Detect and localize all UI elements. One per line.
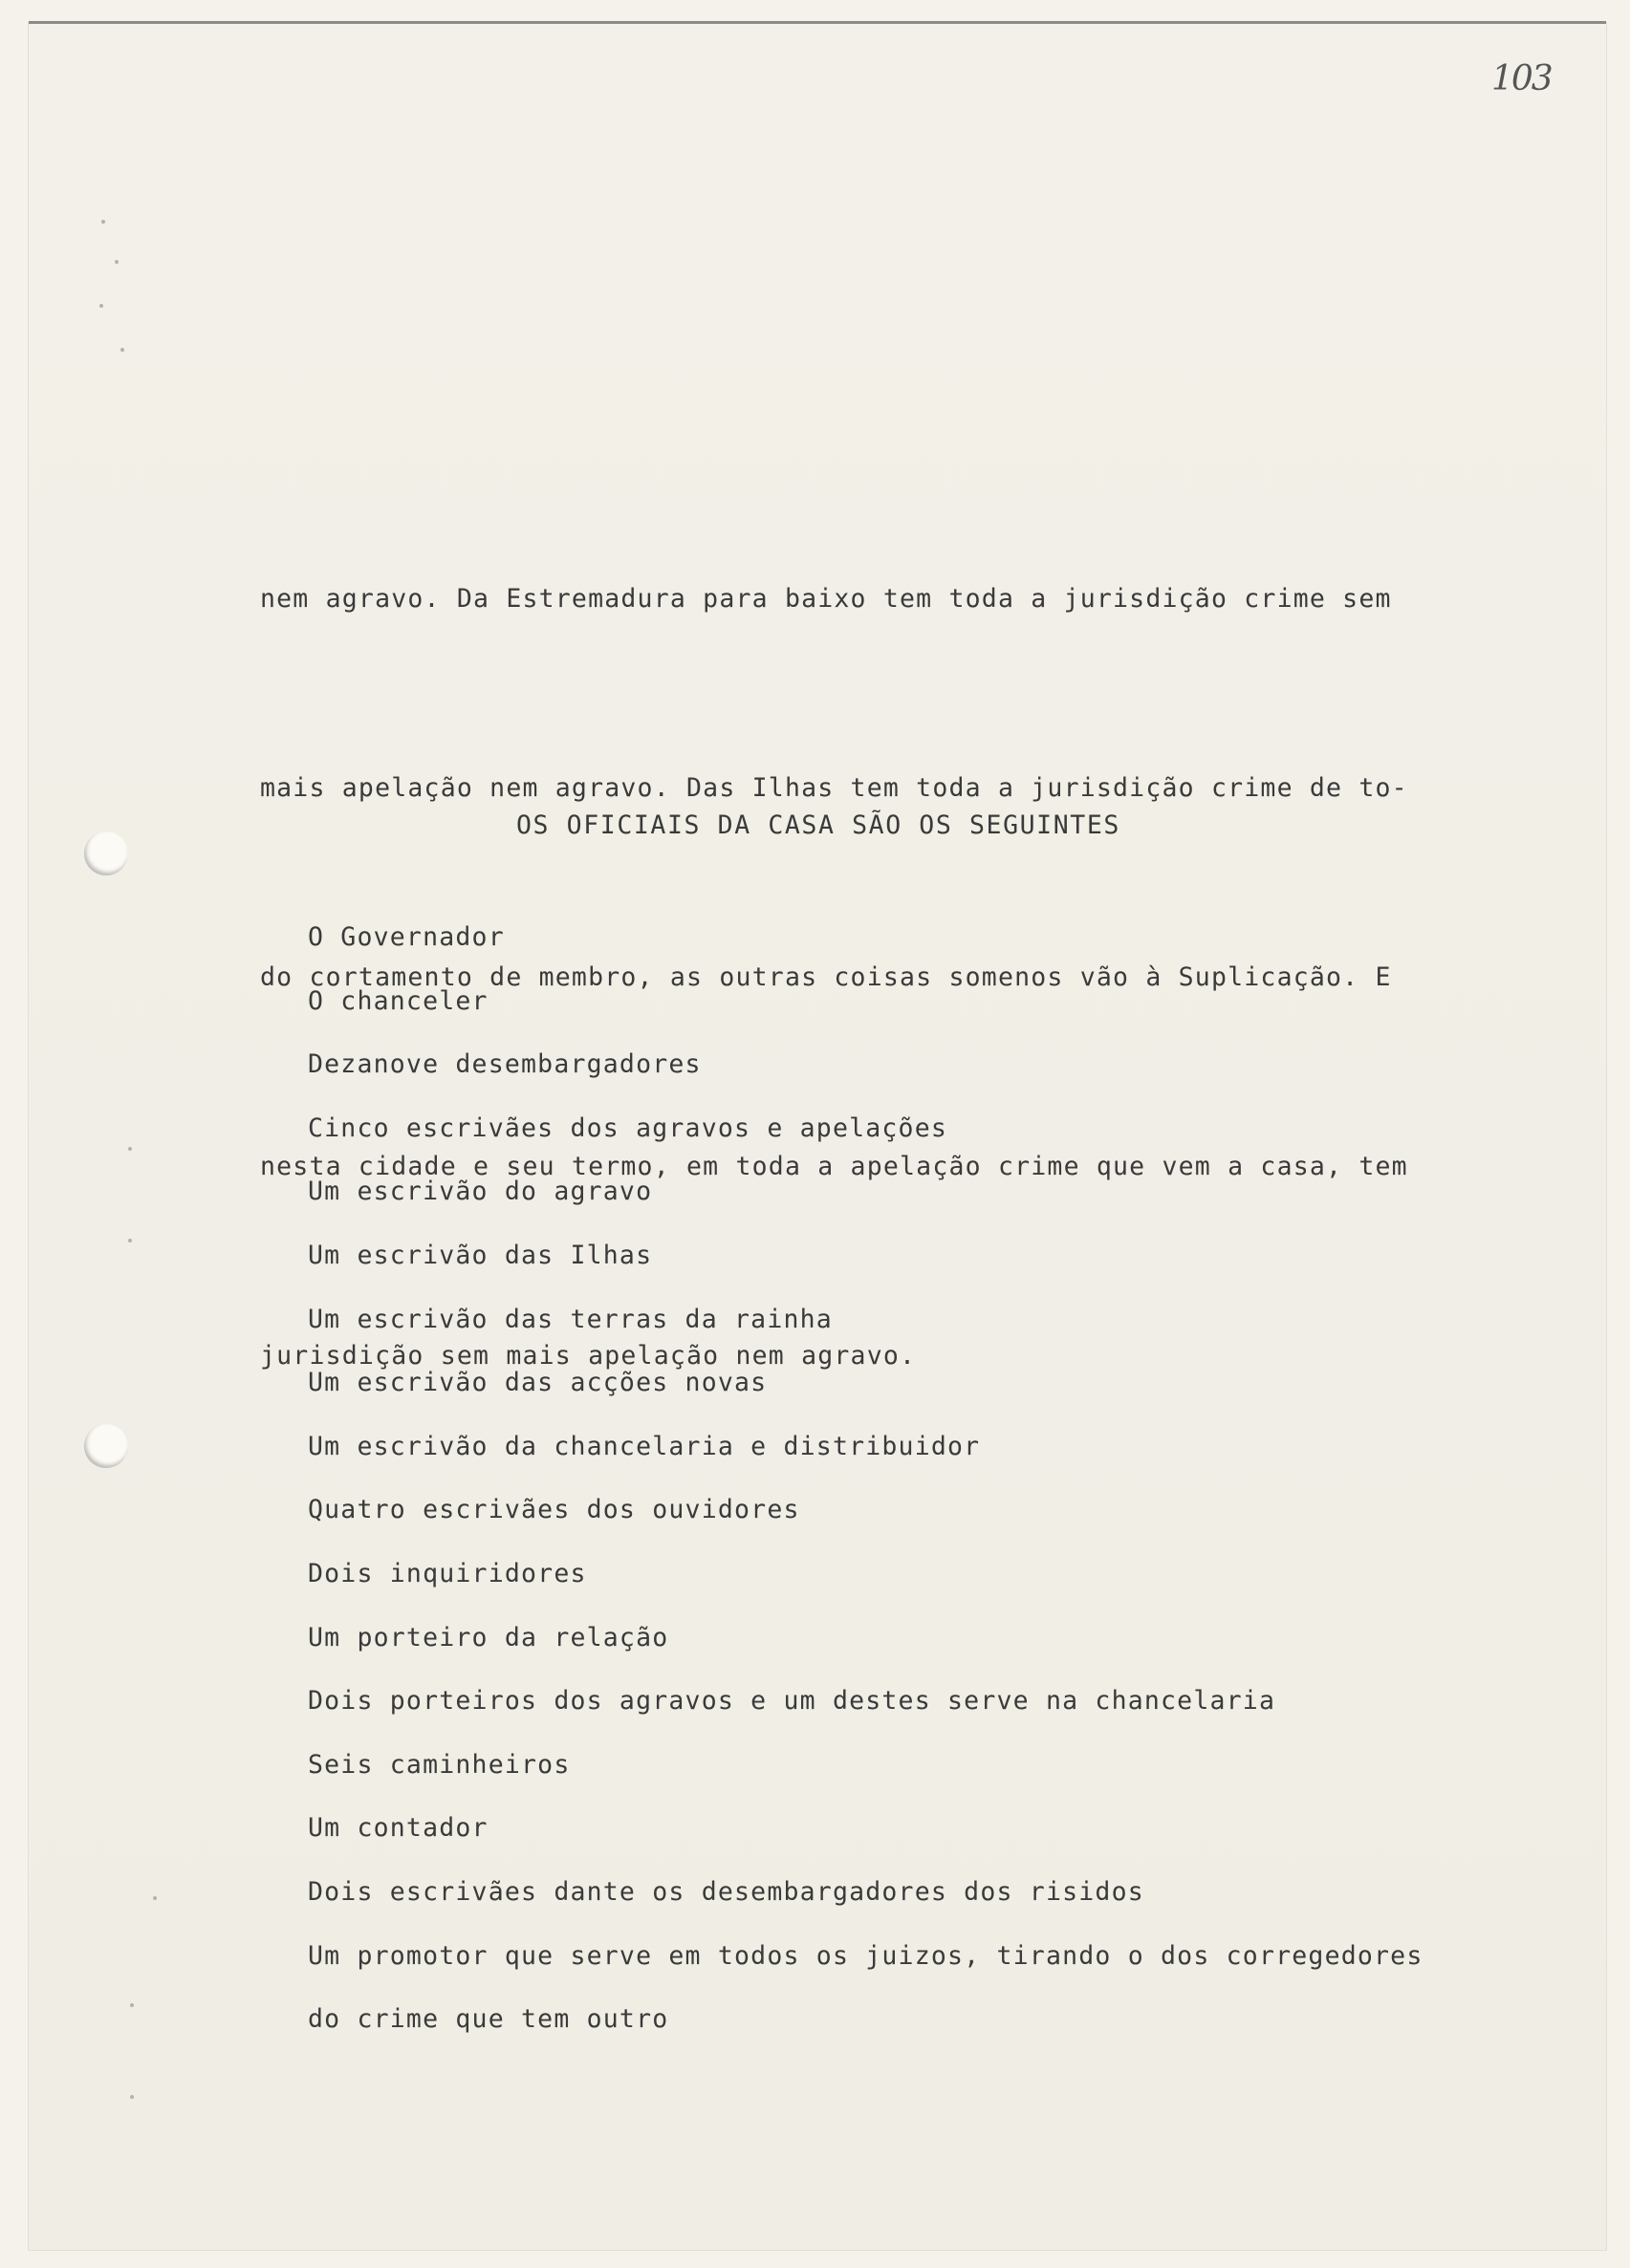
paragraph-line: nesta cidade e seu termo, em toda a apelação crime que vem a casa, tem: [260, 1152, 1408, 1181]
officials-list: [308, 906, 1512, 2052]
page-number: 103: [1491, 59, 1552, 98]
margin-speck: [101, 220, 105, 224]
punch-hole: [84, 1424, 128, 1468]
list-item: O Governador: [308, 922, 505, 952]
margin-speck: [130, 2003, 134, 2007]
section-heading: OS OFICIAIS DA CASA SÃO OS SEGUINTES: [516, 810, 1120, 840]
list-item: Dois escrivães dante os desembargadores dos risidos: [308, 1876, 1144, 1907]
margin-speck: [153, 1896, 157, 1900]
paragraph-line: jurisdição sem mais apelação nem agravo.: [260, 1341, 917, 1371]
list-item: do crime que tem outro: [308, 2004, 669, 2035]
margin-speck: [120, 348, 124, 352]
list-item: Quatro escrivães dos ouvidores: [308, 1495, 800, 1525]
list-item: Um escrivão das Ilhas: [308, 1240, 653, 1270]
list-item: Dois porteiros dos agravos e um destes serve na chancelaria: [308, 1686, 1276, 1717]
list-item: Dezanove desembargadores: [308, 1049, 702, 1080]
list-item: Um contador: [308, 1813, 489, 1844]
list-item: Um escrivão do agravo: [308, 1177, 653, 1207]
list-item: Um escrivão da chancelaria e distribuidor: [308, 1431, 981, 1461]
punch-hole: [84, 832, 128, 875]
margin-speck: [99, 304, 103, 308]
margin-speck: [128, 1239, 132, 1242]
list-item: O chanceler: [308, 985, 489, 1016]
list-item: Um escrivão das terras da rainha: [308, 1304, 833, 1334]
margin-speck: [115, 260, 119, 264]
paragraph-line: nem agravo. Da Estremadura para baixo tem toda a jurisdição crime sem: [260, 584, 1392, 614]
paragraph-line: mais apelação nem agravo. Das Ilhas tem toda a jurisdição crime de to-: [260, 773, 1408, 803]
list-item: Seis caminheiros: [308, 1749, 571, 1780]
page-top-edge: [29, 21, 1606, 24]
margin-speck: [128, 1147, 132, 1151]
paragraph-line: do cortamento de membro, as outras coisas somenos vão à Suplicação. E: [260, 962, 1392, 992]
list-item: Um porteiro da relação: [308, 1622, 669, 1652]
margin-speck: [130, 2095, 134, 2099]
list-item: Um promotor que serve em todos os juizos, tirando o dos corregedores: [308, 1940, 1424, 1971]
list-item: Um escrivão das acções novas: [308, 1368, 768, 1398]
list-item: Cinco escrivães dos agravos e apelações: [308, 1112, 948, 1143]
list-item: Dois inquiridores: [308, 1558, 587, 1588]
